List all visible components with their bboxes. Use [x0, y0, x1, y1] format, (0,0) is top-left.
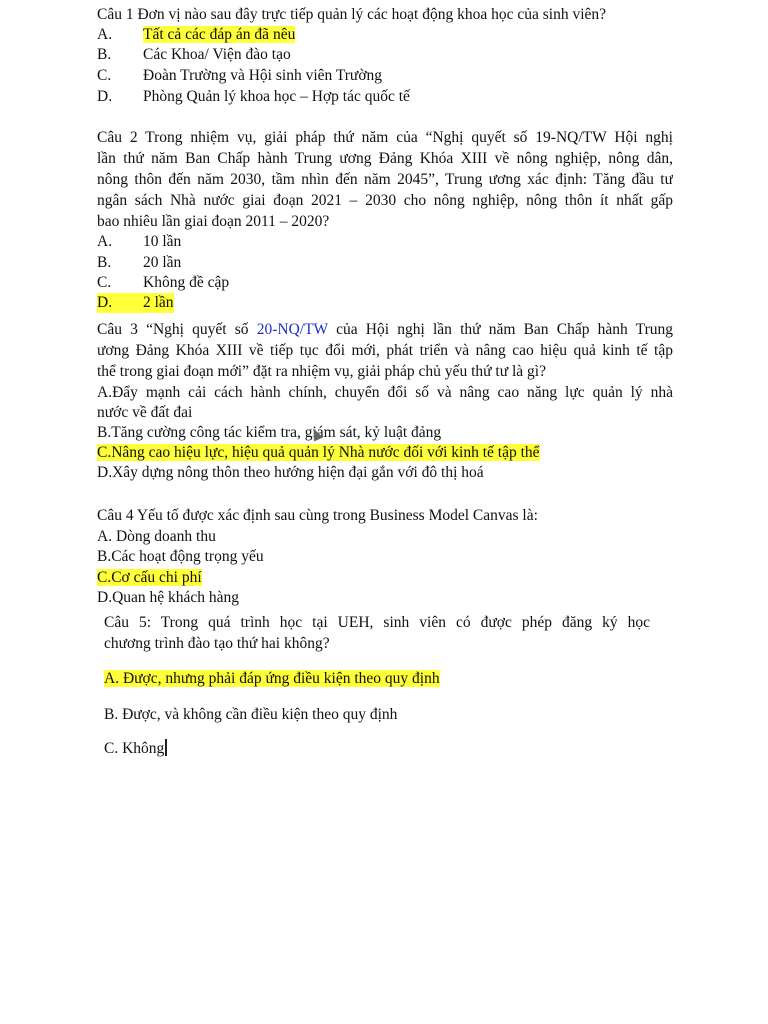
option-text: Phòng Quản lý khoa học – Hợp tác quốc tế	[143, 88, 410, 105]
q2-question-line: lần thứ năm Ban Chấp hành Trung ương Đảng Khóa XIII về nông nghiệp, nông dân,	[97, 150, 673, 167]
q4-option-b: B.Các hoạt động trọng yếu	[97, 548, 264, 565]
option-text-highlighted: A. Được, nhưng phải đáp ứng điều kiện theo quy định	[104, 670, 440, 687]
q1-option-c	[97, 66, 382, 86]
q3-option-a-line: nước về đất đai	[97, 404, 193, 421]
option-letter: D.	[97, 294, 113, 311]
q3-option-b: B.Tăng cường công tác kiểm tra, giám sát, kỷ luật đảng	[97, 424, 442, 441]
q1-option-a	[97, 25, 295, 45]
option-letter: A.	[97, 26, 113, 43]
option-text: 20 lần	[143, 254, 182, 271]
option-text: Không đề cập	[143, 274, 230, 291]
option-text: Đoàn Trường và Hội sinh viên Trường	[143, 67, 383, 84]
q3-text: của Hội nghị lần thứ năm Ban Chấp hành Trung	[327, 321, 673, 338]
q2-question-line: nông thôn đến năm 2030, tầm nhìn đến năm 2045”, Trung ương xác định: Tăng đầu tư	[97, 171, 673, 188]
q1-option-b	[97, 45, 291, 65]
option-text-highlighted: 2 lần	[143, 294, 174, 311]
q3-question-line: ương Đảng Khóa XIII về tiếp tục đổi mới, phát triển và nâng cao hiệu quả kinh tế tập	[97, 342, 673, 359]
q2-option-b	[97, 253, 181, 273]
option-letter: B.	[97, 46, 112, 63]
q2-option-c	[97, 273, 229, 293]
q5-option-b: B. Được, và không cần điều kiện theo quy định	[104, 706, 398, 723]
option-text: Các Khoa/ Viện đào tạo	[143, 46, 291, 63]
q4-question: Câu 4 Yếu tố được xác định sau cùng trong Business Model Canvas là:	[97, 507, 538, 524]
text-cursor	[165, 739, 167, 756]
q3-resolution-number: 20-NQ/TW	[256, 321, 328, 338]
q5-question-line: chương trình đào tạo thứ hai không?	[104, 635, 330, 652]
q4-option-c	[97, 568, 202, 588]
q1-option-d	[97, 87, 410, 107]
q3-text: Câu 3 “Nghị quyết số	[97, 321, 257, 338]
option-letter: C.	[97, 67, 112, 84]
option-text-highlighted: Tất cả các đáp án đã nêu	[143, 26, 296, 43]
highlight-block	[97, 293, 174, 313]
q2-question-line: Câu 2 Trong nhiệm vụ, giải pháp thứ năm của “Nghị quyết số 19-NQ/TW Hội nghị	[97, 129, 673, 146]
q5-option-c[interactable]	[104, 739, 167, 759]
option-text-highlighted: C.Nâng cao hiệu lực, hiệu quả quản lý Nhà nước đối với kinh tế tập thể	[97, 444, 540, 461]
q5-question-line: Câu 5: Trong quá trình học tại UEH, sinh viên có được phép đăng ký học	[104, 614, 650, 631]
option-text: C. Không	[104, 740, 165, 757]
q4-option-d: D.Quan hệ khách hàng	[97, 589, 240, 606]
q3-option-d: D.Xây dựng nông thôn theo hướng hiện đại gắn với đô thị hoá	[97, 464, 484, 481]
q2-option-d	[97, 293, 174, 313]
q3-question-line	[97, 320, 673, 340]
q5-option-a	[104, 669, 440, 689]
q3-question-line: thể trong giai đoạn mới” đặt ra nhiệm vụ, giải pháp chủ yếu thứ tư là gì?	[97, 363, 546, 380]
option-letter: B.	[97, 254, 112, 271]
q3-option-c	[97, 443, 540, 463]
option-letter: D.	[97, 88, 113, 105]
option-letter: C.	[97, 274, 112, 291]
q2-question-line: bao nhiêu lần giai đoạn 2011 – 2020?	[97, 213, 330, 230]
q3-option-a-line: A.Đẩy mạnh cải cách hành chính, chuyển đổi số và nâng cao năng lực quản lý nhà	[97, 384, 673, 401]
q2-option-a	[97, 232, 181, 252]
option-text-highlighted: C.Cơ cấu chi phí	[97, 569, 202, 586]
q4-option-a: A. Dòng doanh thu	[97, 528, 216, 545]
option-text: 10 lần	[143, 233, 182, 250]
q2-question-line: ngân sách Nhà nước giai đoạn 2021 – 2030 cho nông nghiệp, nông thôn ít nhất gấp	[97, 192, 673, 209]
option-letter: A.	[97, 233, 113, 250]
q1-question: Câu 1 Đơn vị nào sau đây trực tiếp quản lý các hoạt động khoa học của sinh viên?	[97, 6, 607, 23]
